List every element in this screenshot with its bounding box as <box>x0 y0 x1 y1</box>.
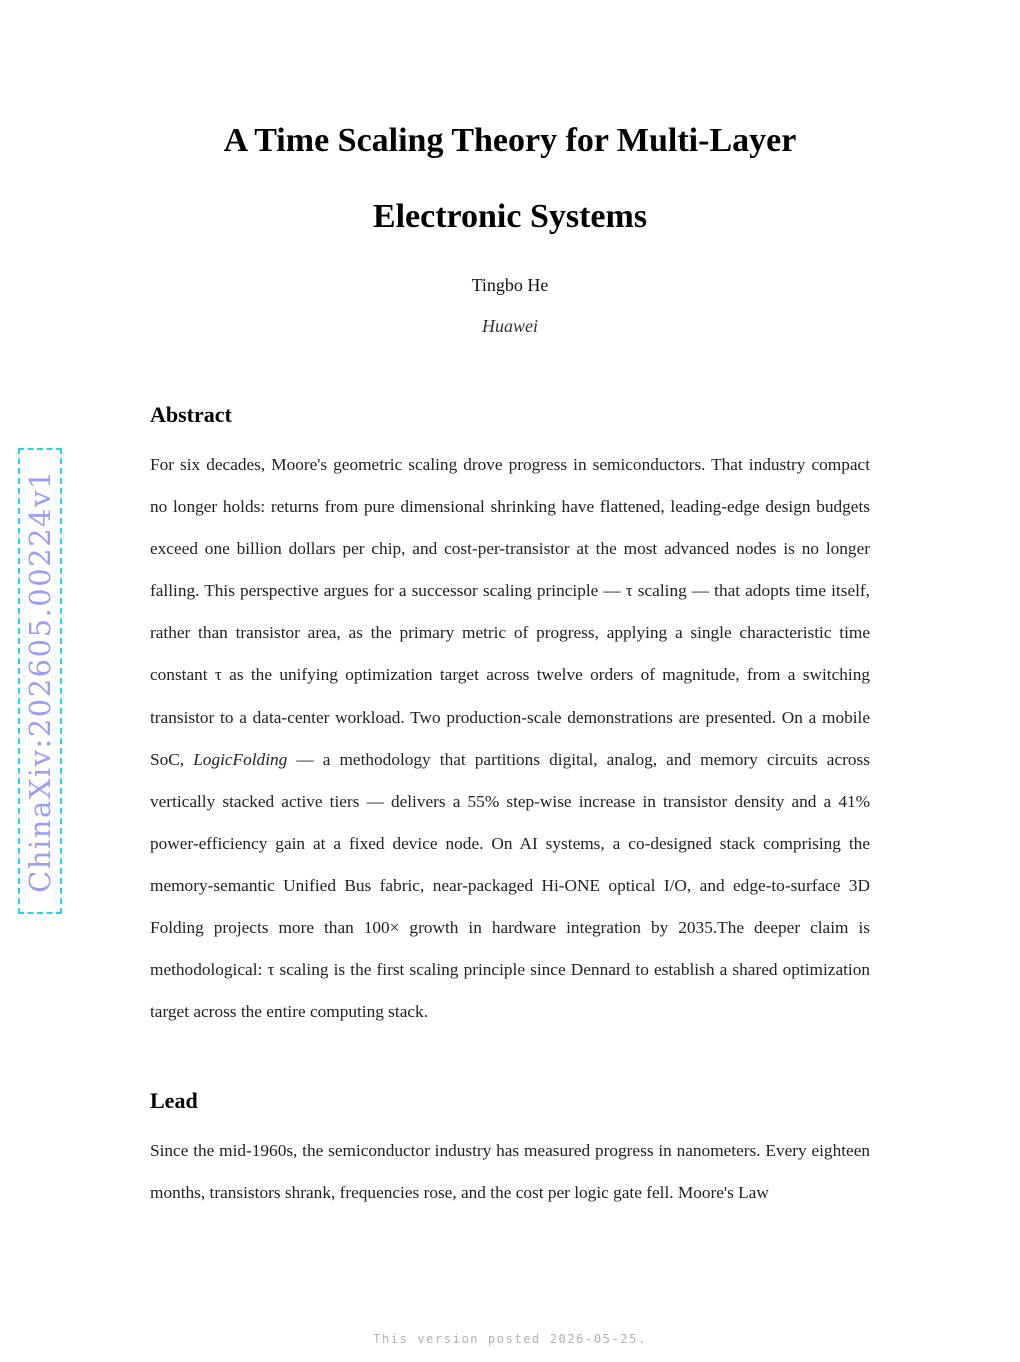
abstract-italic-term: LogicFolding <box>193 749 288 769</box>
abstract-text-part-2: — a methodology that partitions digital, analog, and memory circuits across vertically stacked active tiers — delivers a 55% step-wise increase in transistor density and a 41% power-efficiency gain at a fixed device node. On AI systems, a co-designed stack comprising the memory-semantic Unified Bus fabric, near-packaged Hi-ONE optical I/O, and edge-to-surface 3D Folding projects more than 100× growth in hardware integration by 2035.The deeper claim is methodological: τ scaling is the first scaling principle since Dennard to establish a shared optimization target across the entire computing stack. <box>150 749 870 1022</box>
version-footer: This version posted 2026-05-25. <box>373 1332 647 1346</box>
abstract-heading: Abstract <box>150 402 232 427</box>
lead-heading: Lead <box>150 1088 198 1113</box>
abstract-paragraph <box>150 444 870 1033</box>
paper-title-line-1: A Time Scaling Theory for Multi-Layer <box>223 122 797 159</box>
chinaxiv-watermark-id: ChinaXiv:202605.00224v1 <box>23 469 57 893</box>
paper-title-line-2: Electronic Systems <box>372 198 648 235</box>
lead-paragraph: Since the mid-1960s, the semiconductor industry has measured progress in nanometers. Every eighteen months, transistors shrank, frequencies rose, and the cost per logic gate fell. Moore's Law <box>150 1141 870 1203</box>
author-affiliation: Huawei <box>482 316 538 336</box>
author-name: Tingbo He <box>471 275 549 295</box>
abstract-text-part-1: For six decades, Moore's geometric scaling drove progress in semiconductors. That industry compact no longer holds: returns from pure dimensional shrinking have flattened, leading-edge design budgets exceed one billion dollars per chip, and cost-per-transistor at the most advanced nodes is no longer falling. This perspective argues for a successor scaling principle — τ scaling — that adopts time itself, rather than transistor area, as the primary metric of progress, applying a single characteristic time constant τ as the unifying optimization target across twelve orders of magnitude, from a switching transistor to a data-center workload. Two production-scale demonstrations are presented. On a mobile SoC, <box>150 455 870 769</box>
